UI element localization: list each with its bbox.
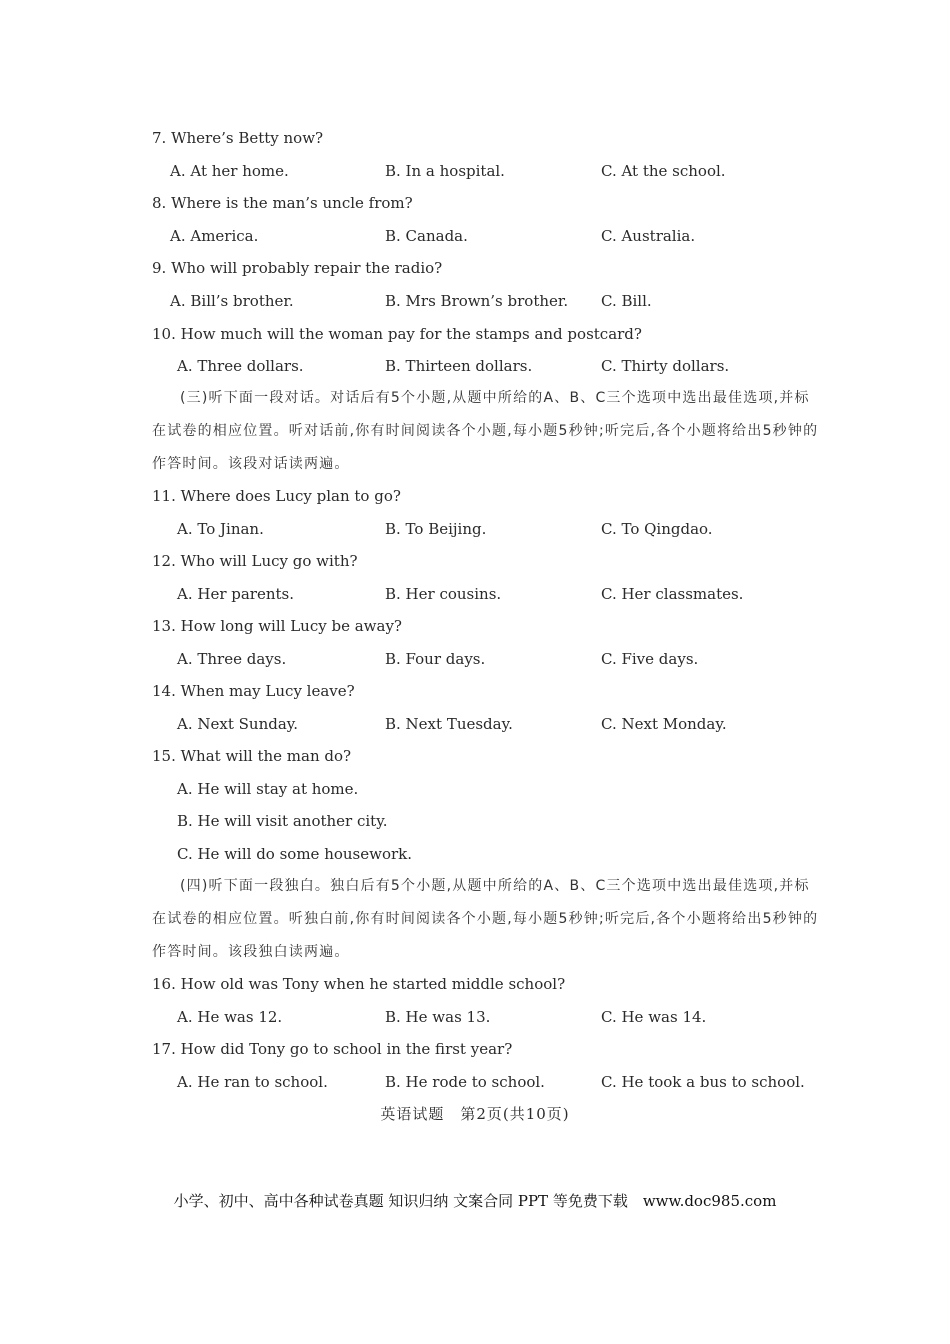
question-8-option-b: B. Canada.: [385, 227, 468, 245]
question-8-option-c: C. Australia.: [601, 227, 696, 245]
question-14-stem: 14. When may Lucy leave?: [152, 682, 355, 700]
question-9-option-b: B. Mrs Brown’s brother.: [385, 292, 569, 310]
question-7-option-b: B. In a hospital.: [385, 162, 505, 180]
question-12-option-b: B. Her cousins.: [385, 585, 502, 603]
question-10-stem: 10. How much will the woman pay for the stamps and postcard?: [152, 325, 642, 343]
question-15-stem: 15. What will the man do?: [152, 747, 352, 765]
question-11-stem: 11. Where does Lucy plan to go?: [152, 487, 401, 505]
question-16-option-c: C. He was 14.: [601, 1008, 707, 1026]
section-4-text: (四)听下面一段独白。独白后有5个小题,从题中所给的A、B、C三个选项中选出最佳选项,并标在试卷的相应位置。听独白前,你有时间阅读各个小题,每小题5秒钟;听完后,各个小题将给出5秒钟的作答时间。该段独白读两遍。: [152, 878, 819, 960]
question-7-option-a: A. At her home.: [170, 162, 289, 180]
question-12-stem: 12. Who will Lucy go with?: [152, 552, 358, 570]
page-number-footer: 英语试题 第2页(共10页): [380, 1105, 570, 1123]
question-13-option-a: A. Three days.: [177, 650, 287, 668]
question-11-option-b: B. To Beijing.: [385, 520, 487, 538]
question-10-option-c: C. Thirty dollars.: [601, 357, 730, 375]
question-7-stem: 7. Where’s Betty now?: [152, 129, 324, 147]
question-14-option-c: C. Next Monday.: [601, 715, 727, 733]
site-watermark-footer: 小学、初中、高中各种试卷真题 知识归纳 文案合同 PPT 等免费下载 www.doc985.com: [173, 1192, 777, 1210]
question-16-option-b: B. He was 13.: [385, 1008, 491, 1026]
question-17-stem: 17. How did Tony go to school in the first year?: [152, 1040, 513, 1058]
question-11-option-c: C. To Qingdao.: [601, 520, 713, 538]
question-17-option-c: C. He took a bus to school.: [601, 1073, 805, 1091]
question-15-option-a: A. He will stay at home.: [177, 780, 359, 798]
question-7-option-c: C. At the school.: [601, 162, 726, 180]
question-12-option-a: A. Her parents.: [177, 585, 295, 603]
section-3-instructions: [152, 382, 820, 481]
question-9-stem: 9. Who will probably repair the radio?: [152, 259, 443, 277]
question-13-stem: 13. How long will Lucy be away?: [152, 617, 402, 635]
question-13-option-b: B. Four days.: [385, 650, 486, 668]
question-16-option-a: A. He was 12.: [177, 1008, 283, 1026]
section-3-text: (三)听下面一段对话。对话后有5个小题,从题中所给的A、B、C三个选项中选出最佳选项,并标在试卷的相应位置。听对话前,你有时间阅读各个小题,每小题5秒钟;听完后,各个小题将给出5秒钟的作答时间。该段对话读两遍。: [152, 390, 819, 472]
question-14-option-b: B. Next Tuesday.: [385, 715, 513, 733]
question-16-stem: 16. How old was Tony when he started middle school?: [152, 975, 566, 993]
question-10-option-a: A. Three dollars.: [177, 357, 304, 375]
question-17-option-a: A. He ran to school.: [177, 1073, 328, 1091]
question-8-option-a: A. America.: [170, 227, 259, 245]
section-4-instructions: [152, 870, 820, 969]
question-8-stem: 8. Where is the man’s uncle from?: [152, 194, 413, 212]
question-9-option-a: A. Bill’s brother.: [170, 292, 294, 310]
question-13-option-c: C. Five days.: [601, 650, 699, 668]
question-9-option-c: C. Bill.: [601, 292, 652, 310]
question-15-option-b: B. He will visit another city.: [177, 812, 388, 830]
question-11-option-a: A. To Jinan.: [177, 520, 264, 538]
question-10-option-b: B. Thirteen dollars.: [385, 357, 533, 375]
question-17-option-b: B. He rode to school.: [385, 1073, 545, 1091]
question-15-option-c: C. He will do some housework.: [177, 845, 413, 863]
question-14-option-a: A. Next Sunday.: [177, 715, 299, 733]
question-12-option-c: C. Her classmates.: [601, 585, 744, 603]
